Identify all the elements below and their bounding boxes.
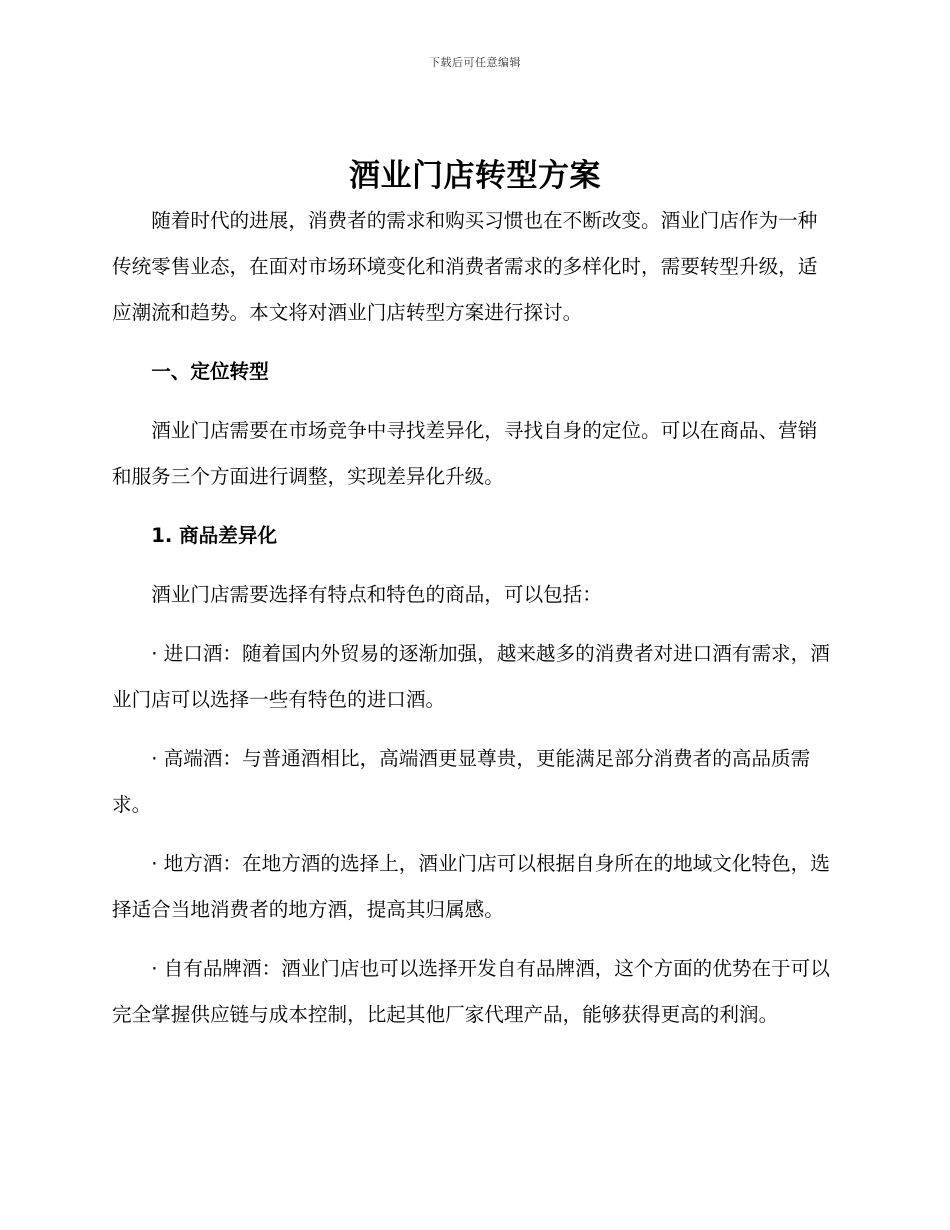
bullet-item-imported: · 进口酒：随着国内外贸易的逐渐加强，越来越多的消费者对进口酒有需求，酒业门店可以选择一些有特色的进口酒。	[112, 642, 830, 711]
document-body	[112, 198, 834, 1038]
bullet-item-premium: · 高端酒：与普通酒相比，高端酒更显尊贵，更能满足部分消费者的高品质需求。	[112, 747, 811, 816]
bullet-item-private-label: · 自有品牌酒：酒业门店也可以选择开发自有品牌酒，这个方面的优势在于可以完全掌握供应链与成本控制，比起其他厂家代理产品，能够获得更高的利润。	[112, 957, 830, 1026]
header-note: 下载后可任意编辑	[429, 56, 521, 69]
subsection-heading-product: 1. 商品差异化	[151, 524, 278, 547]
bullet-item-local: · 地方酒：在地方酒的选择上，酒业门店可以根据自身所在的地域文化特色，选择适合当地消费者的地方酒，提高其归属感。	[112, 852, 830, 921]
document-title: 酒业门店转型方案	[349, 158, 601, 194]
section-paragraph-positioning: 酒业门店需要在市场竞争中寻找差异化，寻找自身的定位。可以在商品、营销和服务三个方面进行调整，实现差异化升级。	[112, 419, 818, 488]
intro-paragraph: 随着时代的进展，消费者的需求和购买习惯也在不断改变。酒业门店作为一种传统零售业态，在面对市场环境变化和消费者需求的多样化时，需要转型升级，适应潮流和趋势。本文将对酒业门店转型方案进行探讨。	[112, 209, 818, 324]
subsection-lead-product: 酒业门店需要选择有特点和特色的商品，可以包括：	[151, 583, 602, 606]
section-heading-positioning: 一、定位转型	[151, 360, 269, 383]
